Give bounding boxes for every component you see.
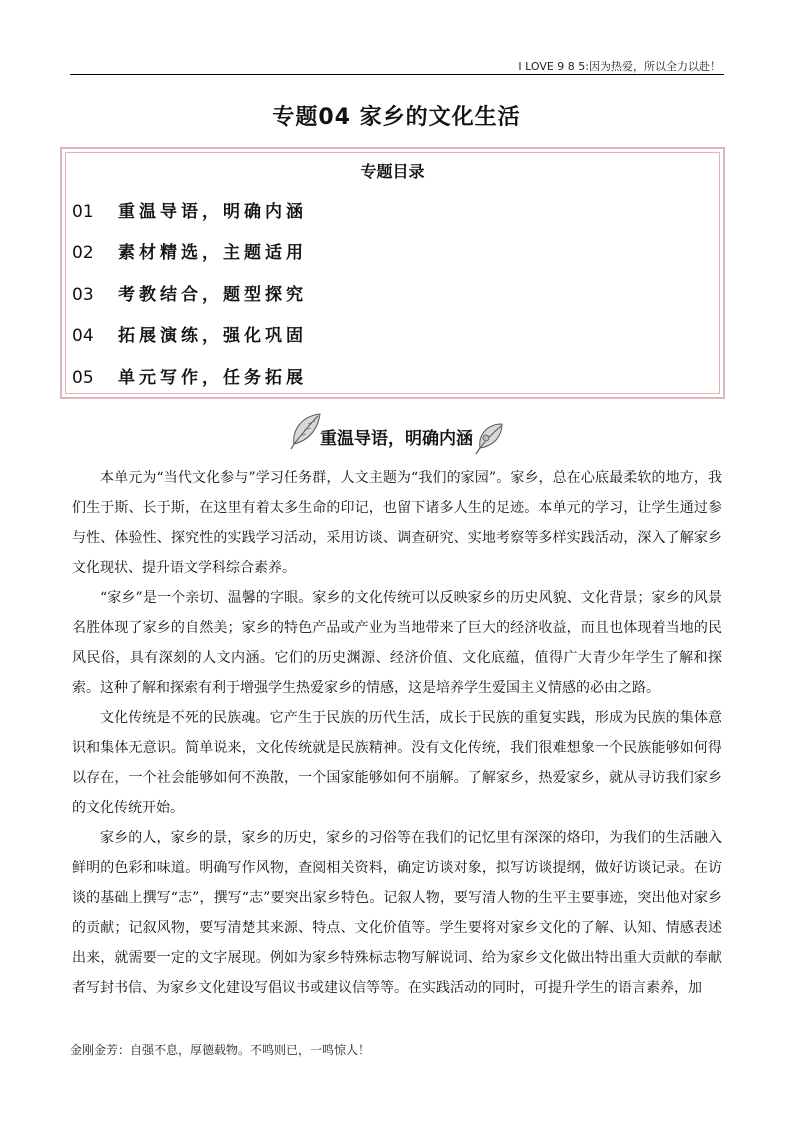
toc-item-label: 素材精选，主题适用 xyxy=(118,243,307,263)
paragraph: 文化传统是不死的民族魂。它产生于民族的历代生活，成长于民族的重复实践，形成为民族的集体意识和集体无意识。简单说来，文化传统就是民族精神。没有文化传统，我们很难想象一个民族能够如何得以存在，一个社会能够如何不涣散，一个国家能够如何不崩解。了解家乡，热爱家乡，就从寻访我们家乡的文化传统开始。 xyxy=(72,710,722,816)
section-heading xyxy=(0,410,793,458)
toc-item-label: 拓展演练，强化巩固 xyxy=(118,326,307,346)
toc-item-03[interactable] xyxy=(72,280,307,305)
toc-item-label: 单元写作，任务拓展 xyxy=(118,368,307,388)
toc-item-05[interactable] xyxy=(72,363,307,388)
paragraph: 本单元为“当代文化参与”学习任务群，人文主题为“我们的家园”。家乡，总在心底最柔软的地方，我们生于斯、长于斯，在这里有着太多生命的印记，也留下诸多人生的足迹。本单元的学习，让学生通过参与性、体验性、探究性的实践学习活动，采用访谈、调查研究、实地考察等多样实践活动，深入了解家乡文化现状、提升语文学科综合素养。 xyxy=(72,470,722,576)
page-title: 专题04 家乡的文化生活 xyxy=(272,105,521,130)
body-text xyxy=(72,463,722,1003)
paragraph: “家乡”是一个亲切、温馨的字眼。家乡的文化传统可以反映家乡的历史风貌、文化背景；家乡的风景名胜体现了家乡的自然美；家乡的特色产品或产业为当地带来了巨大的经济收益，而且也体现着当地的民风民俗，具有深刻的人文内涵。它们的历史渊源、经济价值、文化底蕴，值得广大青少年学生了解和探索。这种了解和探索有利于增强学生热爱家乡的情感，这是培养学生爱国主义情感的必由之路。 xyxy=(72,590,722,696)
toc-title: 专题目录 xyxy=(360,162,425,181)
paragraph: 家乡的人，家乡的景，家乡的历史，家乡的习俗等在我们的记忆里有深深的烙印，为我们的生活融入鲜明的色彩和味道。明确写作风物，查阅相关资料，确定访谈对象，拟写访谈提纲，做好访谈记录。在访谈的基础上撰写“志”，撰写“志”要突出家乡特色。记叙人物，要写清人物的生平主要事迹，突出他对家乡的贡献；记叙风物，要写清楚其来源、特点、文化价值等。学生要将对家乡文化的了解、认知、情感表述出来，就需要一定的文字展现。例如为家乡特殊标志物写解说词、给为家乡文化做出特出重大贡献的奉献者写封书信、为家乡文化建设写倡议书或建议信等等。在实践活动的同时，可提升学生的语言素养，加 xyxy=(72,830,722,996)
toc-box xyxy=(60,147,725,399)
header-motto: I LOVE 9 8 5:因为热爱，所以全力以赴！ xyxy=(518,60,721,73)
toc-item-number: 01 xyxy=(72,202,94,222)
toc-item-04[interactable] xyxy=(72,321,307,346)
section-heading-text: 重温导语，明确内涵 xyxy=(320,429,473,449)
toc-inner-border xyxy=(65,152,720,394)
toc-item-number: 04 xyxy=(72,326,94,346)
toc-item-label: 重温导语，明确内涵 xyxy=(118,202,307,222)
header-divider xyxy=(70,74,724,75)
leaf-right-icon xyxy=(474,418,508,456)
toc-item-label: 考教结合，题型探究 xyxy=(118,285,307,305)
toc-item-number: 02 xyxy=(72,243,94,263)
toc-item-number: 05 xyxy=(72,368,94,388)
footer-motto: 金刚金芳：自强不息，厚德载物。不鸣则已，一鸣惊人！ xyxy=(70,1043,371,1057)
toc-item-01[interactable] xyxy=(72,197,307,222)
toc-item-02[interactable] xyxy=(72,238,307,263)
toc-item-number: 03 xyxy=(72,285,94,305)
